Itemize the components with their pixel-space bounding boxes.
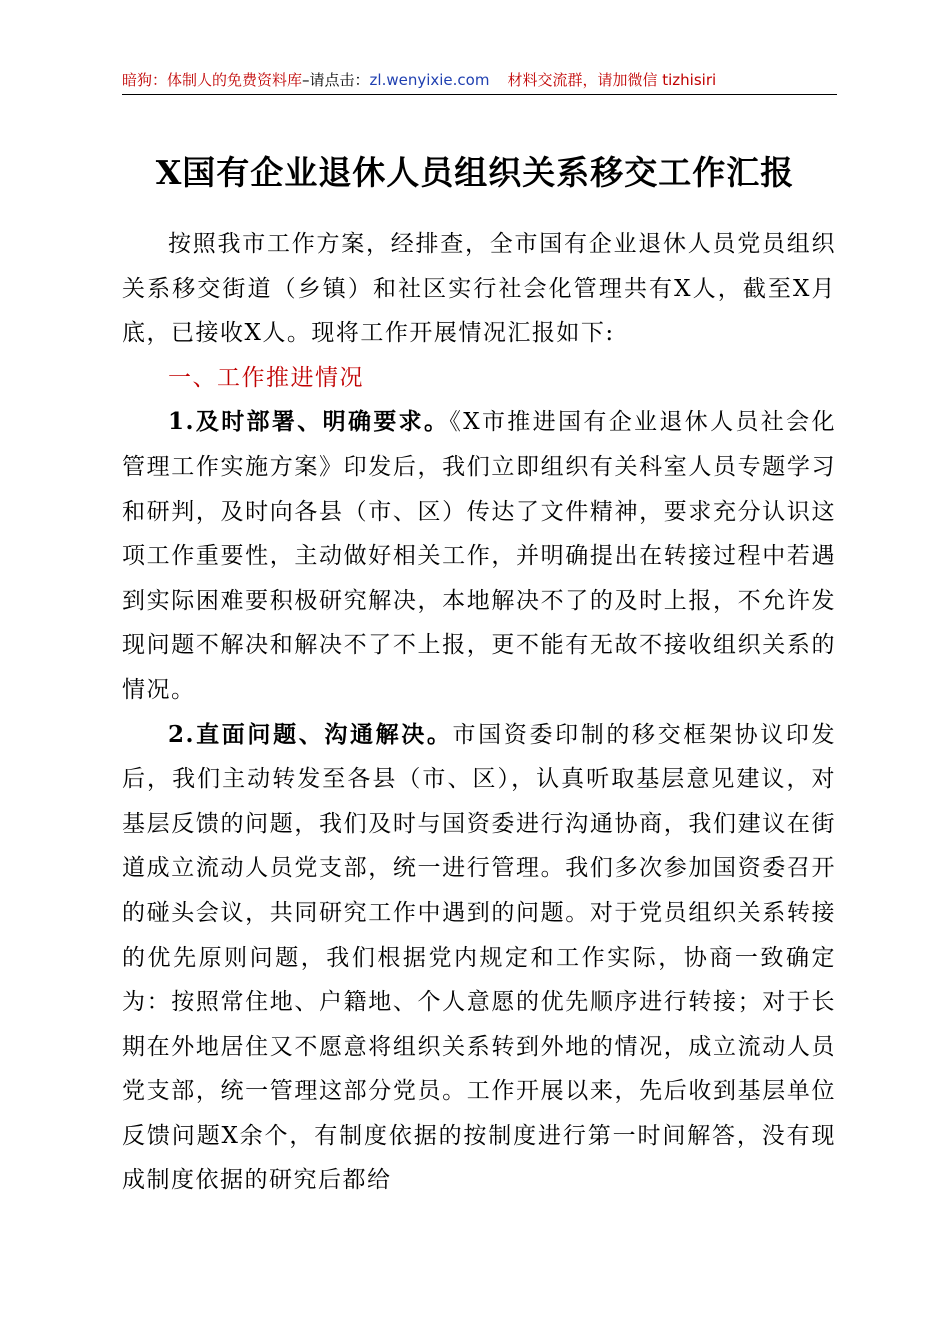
page-header [122,66,837,95]
header-brand: 暗狗：体制人的免费资料库 [122,71,303,89]
header-url-link[interactable]: zl.wenyixie.com [369,71,490,89]
section-heading: 一、工作推进情况 [168,364,364,391]
document-title: X国有企业退休人员组织关系移交工作汇报 [155,153,795,192]
item-2-lead: 2.直面问题、沟通解决。 [168,720,453,748]
header-contact: 材料交流群，请加微信 tizhisiri [507,71,717,89]
item-2-text: 市国资委印制的移交框架协议印发后，我们主动转发至各县（市、区），认真听取基层意见建议，对基层反馈的问题，我们及时与国资委进行沟通协商，我们建议在街道成立流动人员党支部，统一进行管理。我们多次参加国资委召开的碰头会议，共同研究工作中遇到的问题。对于党员组织关系转接的优先原则问题，我们根据党内规定和工作实际，协商一致确定为：按照常住地、户籍地、个人意愿的优先顺序进行转接；对于长期在外地居住又不愿意将组织关系转到外地的情况，成立流动人员党支部，统一管理这部分党员。工作开展以来，先后收到基层单位反馈问题X余个，有制度依据的按制度进行第一时间解答，没有现成制度依据的研究后都给 [122,721,836,1194]
document-body [122,222,836,1203]
item-1-text: 《X市推进国有企业退休人员社会化管理工作实施方案》印发后，我们立即组织有关科室人员专题学习和研判，及时向各县（市、区）传达了文件精神，要求充分认识这项工作重要性，主动做好相关工作，并明确提出在转接过程中若遇到实际困难要积极研究解决，本地解决不了的及时上报，不允许发现问题不解决和解决不了不上报，更不能有无故不接收组织关系的情况。 [122,409,837,703]
intro-paragraph: 按照我市工作方案，经排查，全市国有企业退休人员党员组织关系移交街道（乡镇）和社区实行社会化管理共有X人，截至X月底，已接收X人。现将工作开展情况汇报如下: [122,231,836,347]
header-click-prompt: –请点击： [302,71,370,89]
item-1-lead: 1.及时部署、明确要求。 [168,408,450,436]
item-1-paragraph [122,400,836,712]
item-2-paragraph [122,713,836,1204]
